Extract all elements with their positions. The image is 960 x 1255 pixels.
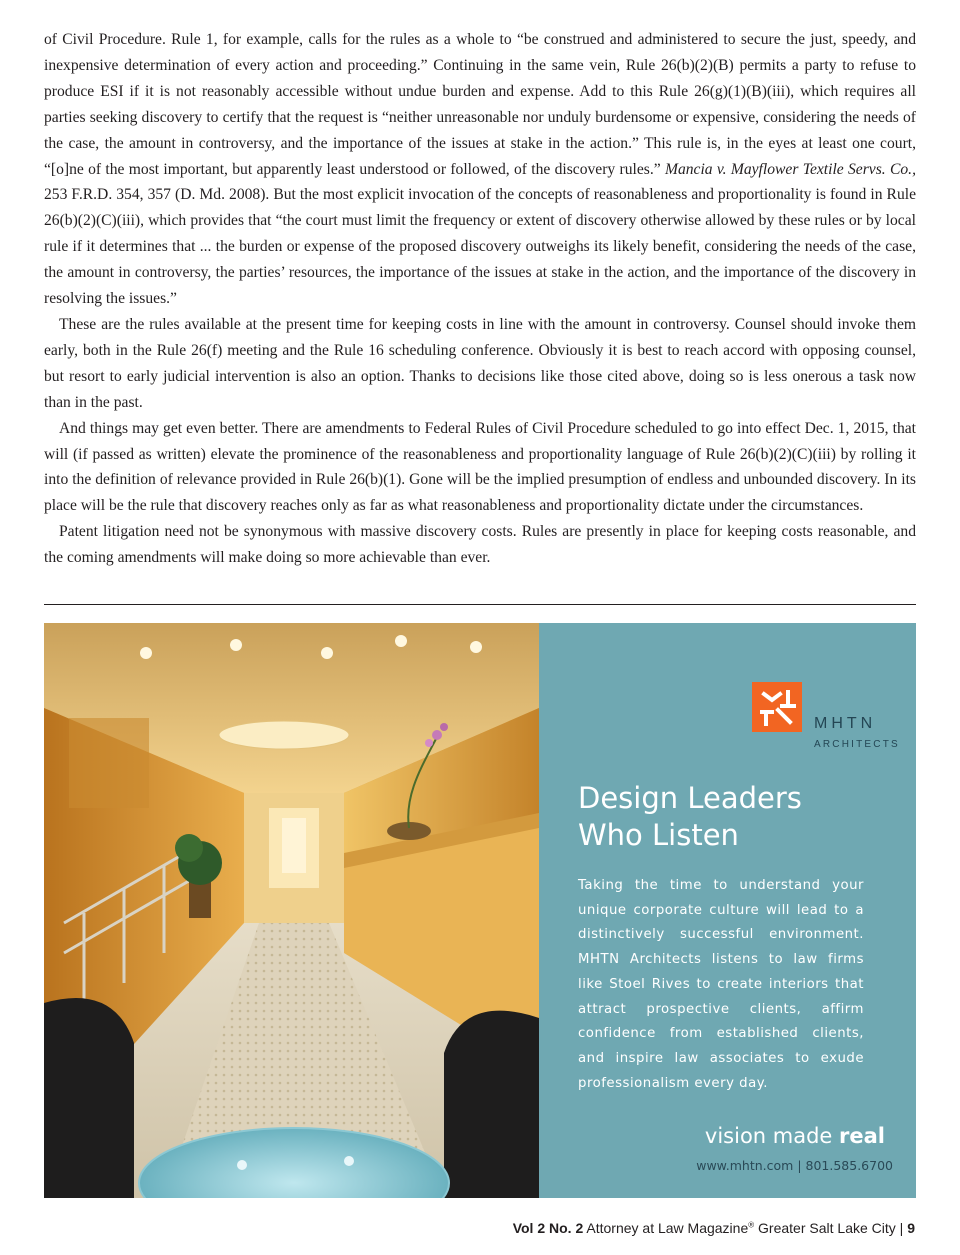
- article-paragraph: [44, 27, 916, 312]
- mhtn-logo-mark: [752, 682, 802, 732]
- article-paragraph: And things may get even better. There are amendments to Federal Rules of Civil Procedure scheduled to go into effect Dec. 1, 2015, that will (if passed as written) elevate the prominence of the reasonableness and proportionality language of Rule 26(b)(2)(C)(iii) by rolling it into the definition of relevance provided in Rule 26(b)(1). Gone will be the implied presumption of endless and unbounded discovery. In its place will be the rule that discovery reaches only as far as what reasonableness and proportionality dictate under the circumstances.: [44, 419, 916, 515]
- case-citation: Mancia v. Mayflower Textile Servs. Co.,: [664, 160, 916, 178]
- ad-text-panel: [539, 623, 916, 1198]
- contact-separator: |: [797, 1158, 802, 1173]
- logo-wordmark: MHTN: [814, 715, 877, 732]
- issue-label: Vol 2 No. 2: [512, 1220, 584, 1236]
- advertisement[interactable]: [44, 623, 916, 1198]
- article-paragraph: Patent litigation need not be synonymous with massive discovery costs. Rules are presently in place for keeping costs reasonable, and the coming amendments will make doing so more achievable than ever.: [44, 523, 916, 567]
- page-footer: [513, 1220, 915, 1236]
- magazine-name: Attorney at Law Magazine: [586, 1220, 749, 1236]
- headline-line: Design Leaders: [578, 781, 802, 815]
- headline-line: Who Listen: [578, 818, 739, 852]
- city-name: Greater Salt Lake City: [758, 1220, 896, 1236]
- article-paragraph: These are the rules available at the present time for keeping costs in line with the amount in controversy. Counsel should invoke them early, both in the Rule 26(f) meeting and the Rule 16 scheduling conference. Obviously it is best to reach accord with opposing counsel, but resort to early judicial intervention is also an option. Thanks to decisions like those cited above, doing so is less onerous a task now than in the past.: [44, 315, 916, 411]
- ad-body-copy: Taking the time to understand your unique corporate culture will lead to a distinctively successful environment. MHTN Architects listens to law firms like Stoel Rives to create interiors that attract prospective clients, affirm confidence from established clients, and inspire law associates to exude professionalism every day.: [578, 878, 864, 1091]
- phone-number[interactable]: 801.585.6700: [805, 1158, 893, 1173]
- article-body: [44, 27, 916, 571]
- tagline-light: vision made: [704, 1124, 840, 1148]
- ad-contact: [696, 1158, 893, 1173]
- ad-headline: [578, 780, 878, 854]
- registered-mark: ®: [748, 1220, 755, 1230]
- paragraph-text: of Civil Procedure. Rule 1, for example, calls for the rules as a whole to “be construed and administered to secure the just, speedy, and inexpensive determination of every action and proceeding.” Continuing in the same vein, Rule 26(b)(2)(B) permits a party to refuse to produce ESI if it is not reasonably accessible without undue burden and expense. Add to this Rule 26(g)(1)(B)(iii), which requires all parties seeking discovery to certify that the request is “neither unreasonable nor unduly burdensome or expensive, considering the needs of the case, the amount in controversy, and the importance of the issues at stake in the action.” This rule is, in the eyes at least one court, “[o]ne of the most important, but apparently least understood or followed, of the discovery rules.”: [44, 31, 916, 178]
- page-number: 9: [907, 1220, 915, 1236]
- ad-tagline: [705, 1124, 885, 1148]
- footer-separator: |: [899, 1220, 904, 1236]
- citation-text: 253 F.R.D. 354, 357 (D. Md. 2008). But the most explicit invocation of the concepts of reasonableness and proportionality is found in Rule 26(b)(2)(C)(iii), which provides that “the court must limit the frequency or extent of discovery otherwise allowed by these rules or by local rule if it determines that ... the burden or expense of the proposed discovery outweighs its likely benefit, considering the needs of the case, the amount in controversy, the parties’ resources, the importance of the issues at stake in the action, and the importance of the discovery in resolving the issues.”: [44, 186, 916, 308]
- tagline-bold: real: [839, 1124, 885, 1148]
- office-lobby-photo: [44, 623, 539, 1198]
- section-divider: [44, 604, 916, 605]
- website-link[interactable]: www.mhtn.com: [696, 1158, 794, 1173]
- logo-subtitle: ARCHITECTS: [814, 739, 900, 750]
